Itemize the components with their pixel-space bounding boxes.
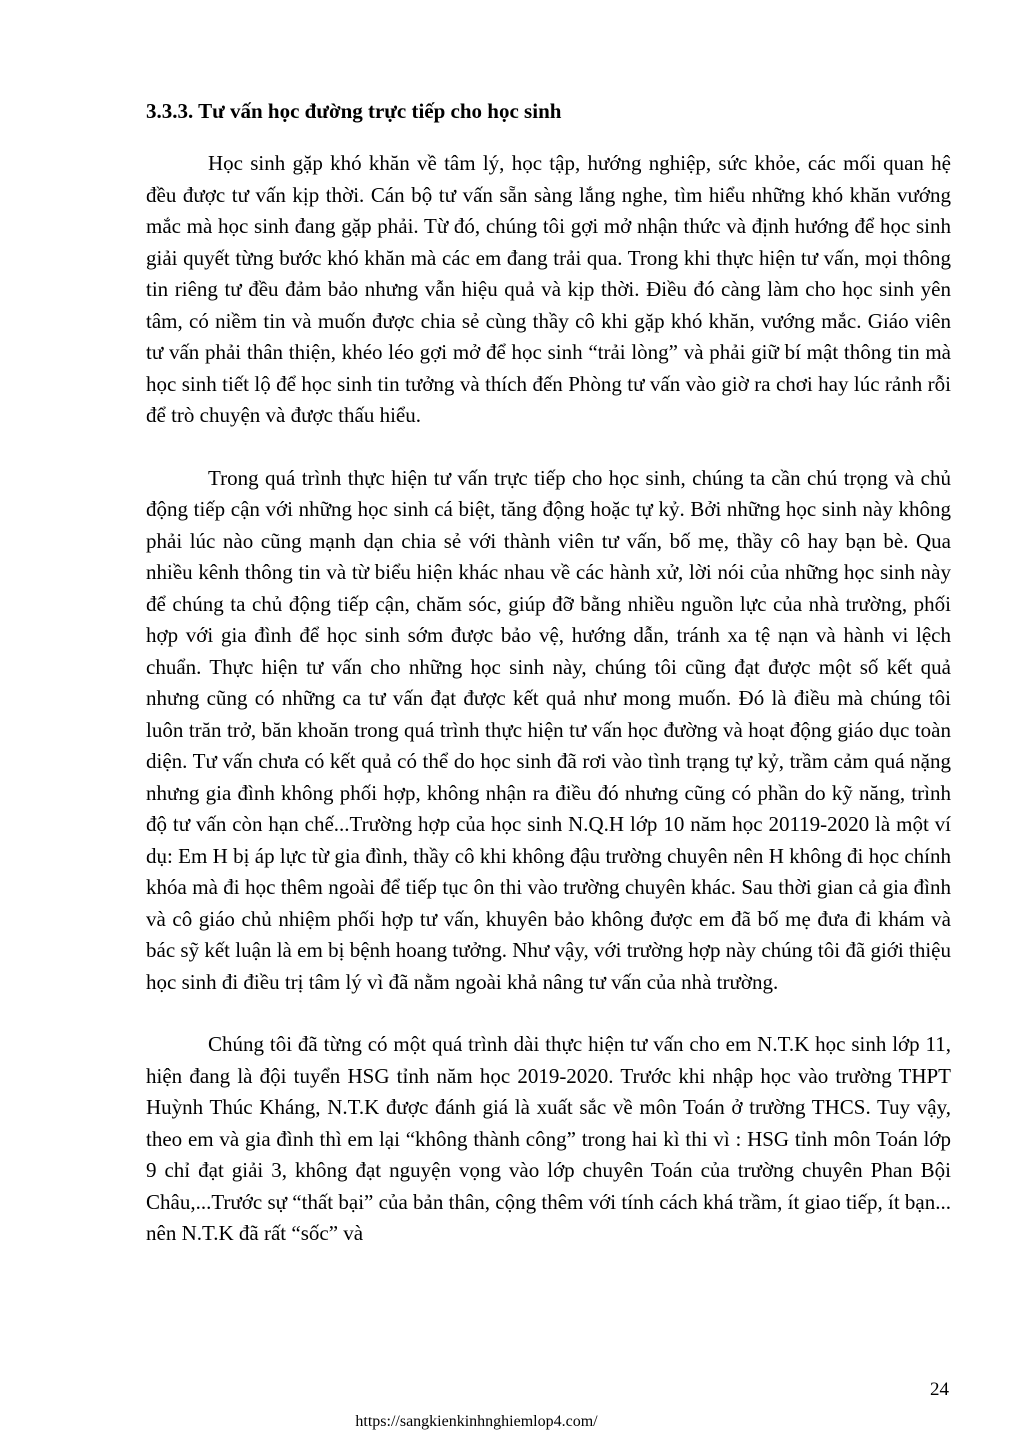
section-heading: 3.3.3. Tư vấn học đường trực tiếp cho học sinh xyxy=(146,99,562,123)
paragraph: Trong quá trình thực hiện tư vấn trực tiếp cho học sinh, chúng ta cần chú trọng và chủ động tiếp cận với những học sinh cá biệt, tăng động hoặc tự kỷ. Bởi những học sinh này không phải lúc nào cũng mạnh dạn chia sẻ với thành viên tư vấn, bố mẹ, thầy cô hay bạn bè. Qua nhiều kênh thông tin và từ biểu hiện khác nhau về các hành xử, lời nói của những học sinh này để chúng ta chủ động tiếp cận, chăm sóc, giúp đỡ bằng nhiều nguồn lực của nhà trường, phối hợp với gia đình để học sinh sớm được bảo vệ, hướng dẫn, tránh xa tệ nạn và hành vi lệch chuẩn. Thực hiện tư vấn cho những học sinh này, chúng tôi cũng đạt được một số kết quả nhưng cũng có những ca tư vấn đạt được kết quả như mong muốn. Đó là điều mà chúng tôi luôn trăn trở, băn khoăn trong quá trình thực hiện tư vấn học đường và hoạt động giáo dục toàn diện. Tư vấn chưa có kết quả có thể do học sinh đã rơi vào tình trạng tự kỷ, trầm cảm quá nặng nhưng gia đình không phối hợp, không nhận ra điều đó nhưng cũng có phần do kỹ năng, trình độ tư vấn còn hạn chế...Trường hợp của học sinh N.Q.H lớp 10 năm học 20119-2020 là một ví dụ: Em H bị áp lực từ gia đình, thầy cô khi không đậu trường chuyên nên H không đi học chính khóa mà đi học thêm ngoài để tiếp tục ôn thi vào trường chuyên khác. Sau thời gian cả gia đình và cô giáo chủ nhiệm phối hợp tư vấn, khuyên bảo không được em đã bố mẹ đưa đi khám và bác sỹ kết luận là em bị bệnh hoang tưởng. Như vậy, với trường hợp này chúng tôi đã giới thiệu học sinh đi điều trị tâm lý vì đã nằm ngoài khả nâng tư vấn của nhà trường. xyxy=(146,465,951,994)
page-number: 24 xyxy=(930,1379,949,1400)
paragraph: Chúng tôi đã từng có một quá trình dài thực hiện tư vấn cho em N.T.K học sinh lớp 11, hiện đang là đội tuyển HSG tỉnh năm học 2019-2020. Trước khi nhập học vào trường THPT Huỳnh Thúc Kháng, N.T.K được đánh giá là xuất sắc về môn Toán ở trường THCS. Tuy vậy, theo em và gia đình thì em lại “không thành công” trong hai kì thi vì : HSG tỉnh môn Toán lớp 9 chỉ đạt giải 3, không đạt nguyện vọng vào lớp chuyên Toán của trường chuyên Phan Bội Châu,...Trước sự “thất bại” của bản thân, cộng thêm với tính cách khá trầm, ít giao tiếp, ít bạn... nên N.T.K đã rất “sốc” và xyxy=(146,1032,951,1245)
paragraph: Học sinh gặp khó khăn về tâm lý, học tập, hướng nghiệp, sức khỏe, các mối quan hệ đều được tư vấn kịp thời. Cán bộ tư vấn sẵn sàng lắng nghe, tìm hiểu những khó khăn vướng mắc mà học sinh đang gặp phải. Từ đó, chúng tôi gợi mở nhận thức và định hướng để học sinh giải quyết từng bước khó khăn mà các em đang trải qua. Trong khi thực hiện tư vấn, mọi thông tin riêng tư đều đảm bảo nhưng vẫn hiệu quả và kịp thời. Điều đó càng làm cho học sinh yên tâm, có niềm tin và muốn được chia sẻ cùng thầy cô khi gặp khó khăn, vướng mắc. Giáo viên tư vấn phải thân thiện, khéo léo gợi mở để học sinh “trải lòng” và phải giữ bí mật thông tin mà học sinh tiết lộ để học sinh tin tưởng và thích đến Phòng tư vấn vào giờ ra chơi hay lúc rảnh rỗi để trò chuyện và được thấu hiểu. xyxy=(146,151,951,427)
footer-url[interactable]: https://sangkienkinhnghiemlop4.com/ xyxy=(355,1413,598,1430)
section-body xyxy=(146,148,951,1281)
